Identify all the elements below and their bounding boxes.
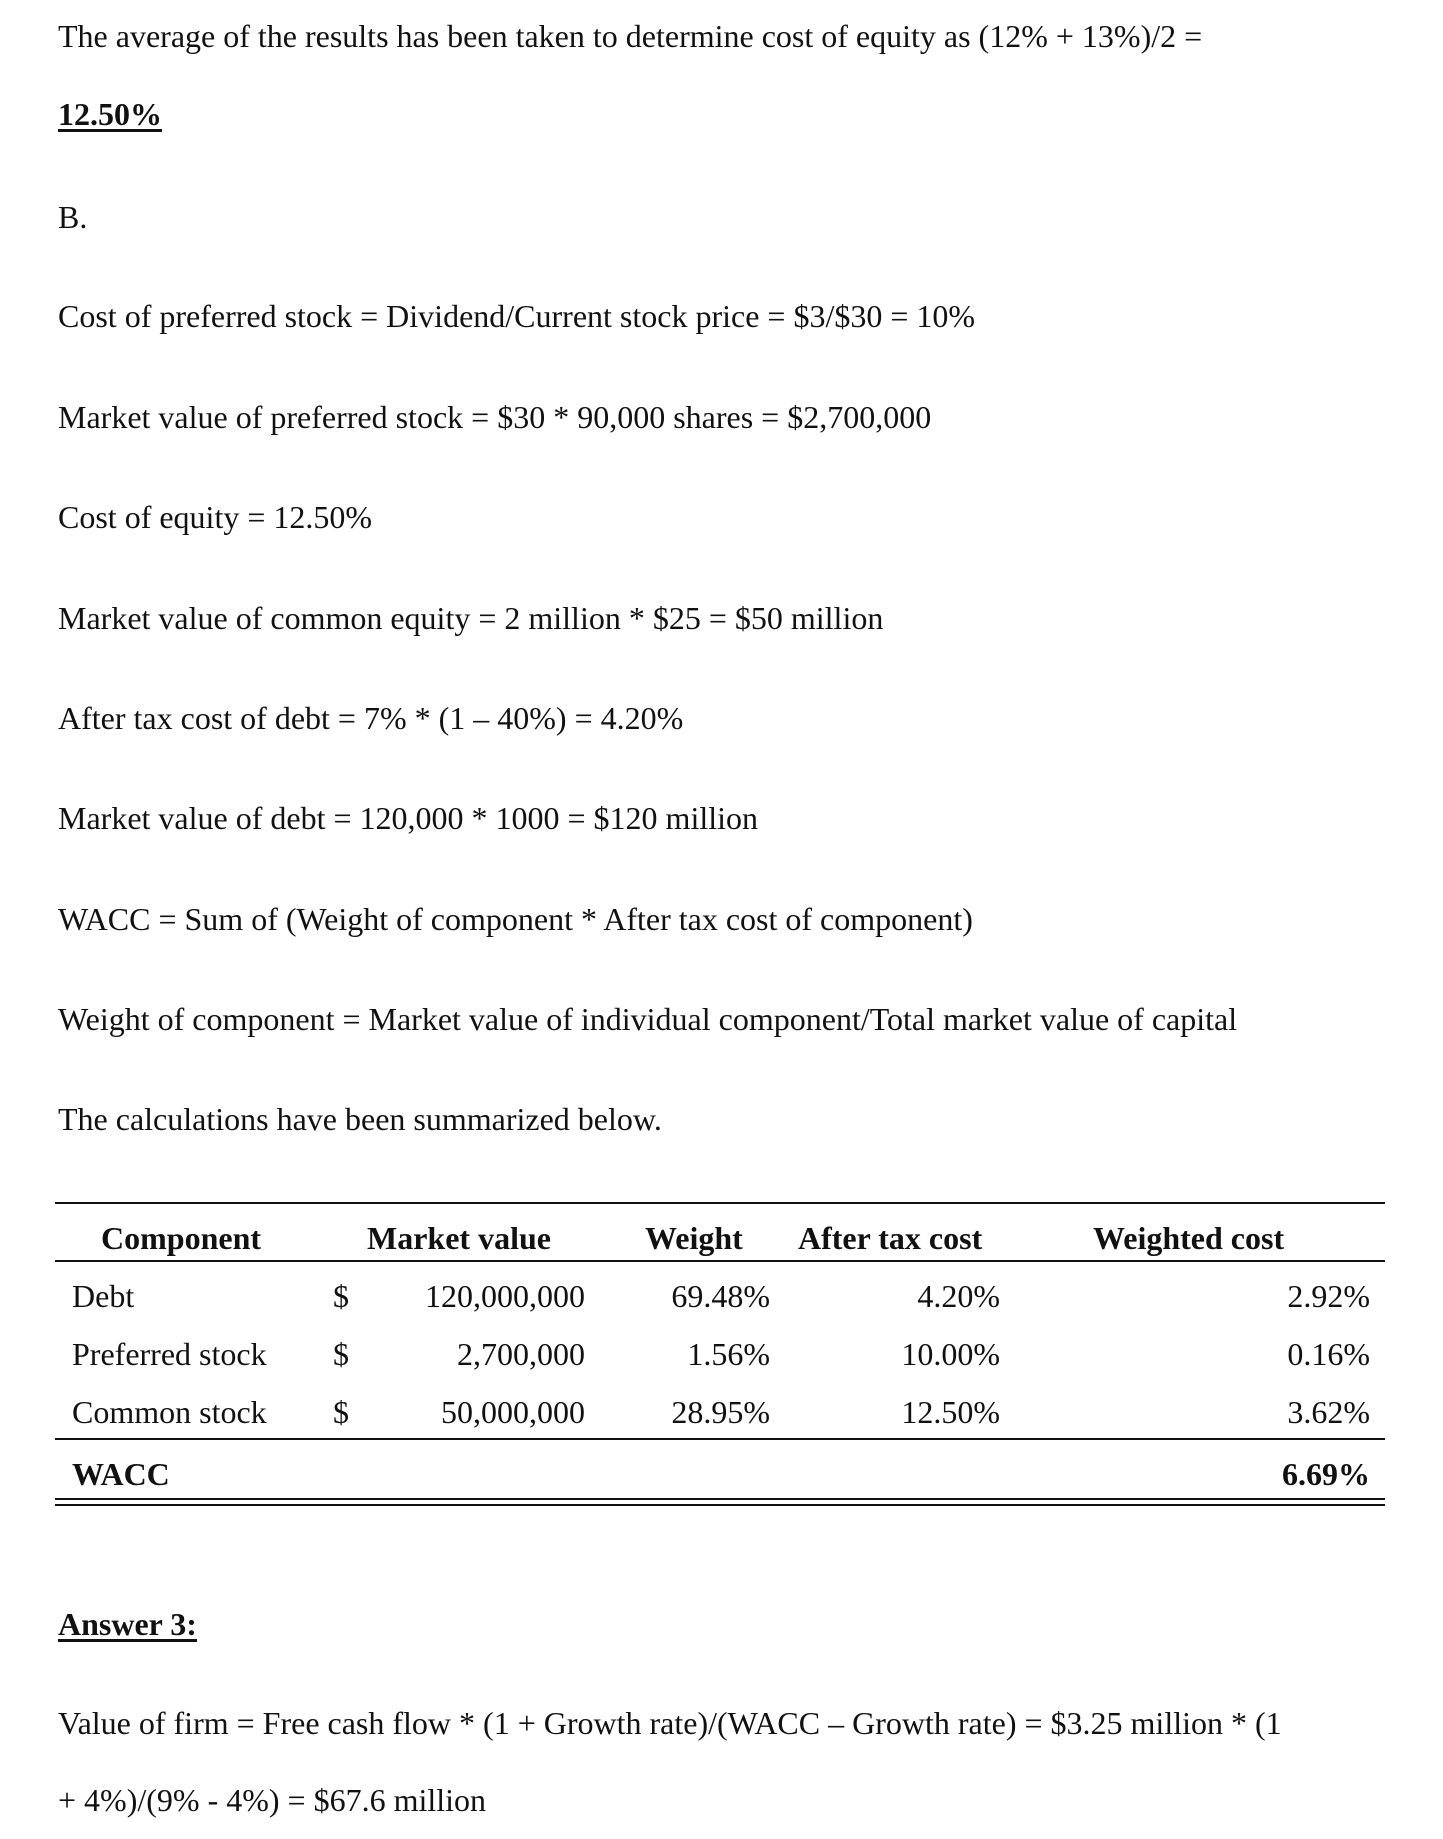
row-common-after-tax-cost: 12.50% xyxy=(901,1394,1000,1430)
section-b-line-summary: The calculations have been summarized below. xyxy=(58,1101,662,1137)
row-common-currency: $ xyxy=(333,1394,349,1430)
section-b-label: B. xyxy=(58,199,88,235)
header-weighted-cost: Weighted cost xyxy=(1093,1220,1285,1256)
table-total-rule xyxy=(55,1438,1385,1440)
row-common-weight: 28.95% xyxy=(671,1394,770,1430)
row-debt-after-tax-cost: 4.20% xyxy=(917,1278,1000,1314)
row-common-component: Common stock xyxy=(72,1394,267,1430)
row-preferred-weight: 1.56% xyxy=(687,1336,770,1372)
section-b-line-cost-preferred: Cost of preferred stock = Dividend/Current stock price = $3/$30 = 10% xyxy=(58,298,976,334)
section-b-line-cost-equity: Cost of equity = 12.50% xyxy=(58,499,373,535)
row-preferred-currency: $ xyxy=(333,1336,349,1372)
intro-result: 12.50% xyxy=(58,96,162,132)
table-bottom-rule-2 xyxy=(55,1504,1385,1506)
row-preferred-after-tax-cost: 10.00% xyxy=(901,1336,1000,1372)
row-preferred-market-value: 2,700,000 xyxy=(457,1336,585,1372)
row-debt-market-value: 120,000,000 xyxy=(425,1278,585,1314)
total-label: WACC xyxy=(72,1456,170,1492)
row-preferred-component: Preferred stock xyxy=(72,1336,267,1372)
row-preferred-weighted-cost: 0.16% xyxy=(1287,1336,1370,1372)
header-market-value: Market value xyxy=(367,1220,551,1256)
intro-text: The average of the results has been taken to determine cost of equity as (12% + 13%)/2 = xyxy=(58,18,1203,54)
table-header-rule xyxy=(55,1260,1385,1262)
header-component: Component xyxy=(101,1220,262,1256)
answer3-line1: Value of firm = Free cash flow * (1 + Growth rate)/(WACC – Growth rate) = $3.25 million * (1 xyxy=(58,1705,1282,1741)
answer3-line2: + 4%)/(9% - 4%) = $67.6 million xyxy=(58,1782,487,1818)
total-value: 6.69% xyxy=(1282,1456,1370,1492)
section-b-line-wacc-def: WACC = Sum of (Weight of component * After tax cost of component) xyxy=(58,901,973,937)
section-b-line-weight-def: Weight of component = Market value of individual component/Total market value of capital xyxy=(58,1001,1238,1037)
row-debt-currency: $ xyxy=(333,1278,349,1314)
row-debt-weighted-cost: 2.92% xyxy=(1287,1278,1370,1314)
row-common-weighted-cost: 3.62% xyxy=(1287,1394,1370,1430)
header-weight: Weight xyxy=(645,1220,743,1256)
section-b-line-cost-debt: After tax cost of debt = 7% * (1 – 40%) = 4.20% xyxy=(58,700,684,736)
section-b-line-mv-preferred: Market value of preferred stock = $30 * 90,000 shares = $2,700,000 xyxy=(58,399,932,435)
section-b-line-mv-debt: Market value of debt = 120,000 * 1000 = $120 million xyxy=(58,800,758,836)
section-b-line-mv-common: Market value of common equity = 2 million * $25 = $50 million xyxy=(58,600,884,636)
row-debt-weight: 69.48% xyxy=(671,1278,770,1314)
row-debt-component: Debt xyxy=(72,1278,135,1314)
header-after-tax-cost: After tax cost xyxy=(798,1220,983,1256)
table-top-rule xyxy=(55,1202,1385,1204)
answer3-heading: Answer 3: xyxy=(58,1606,197,1642)
table-bottom-rule-1 xyxy=(55,1498,1385,1500)
row-common-market-value: 50,000,000 xyxy=(441,1394,585,1430)
